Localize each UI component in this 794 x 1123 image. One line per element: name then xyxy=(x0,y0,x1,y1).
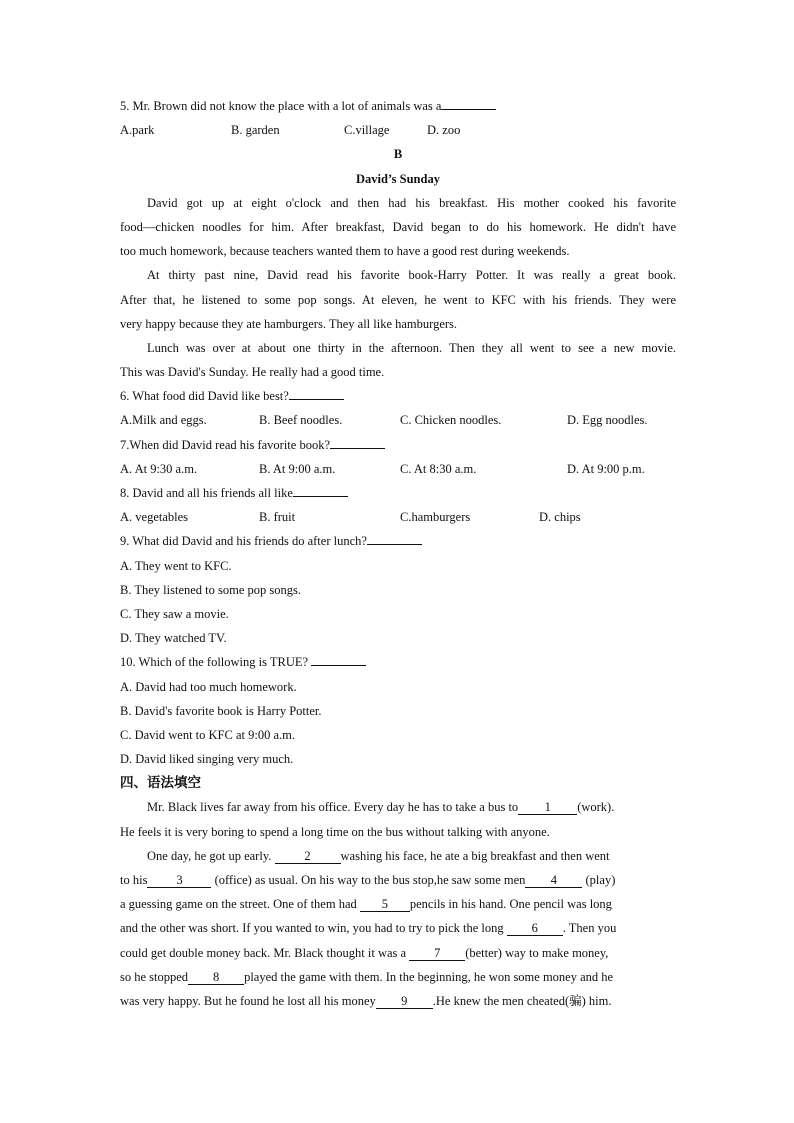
q5-options xyxy=(120,118,676,142)
q10-option-c: C. David went to KFC at 9:00 a.m. xyxy=(120,727,295,742)
cloze-blank-1: 1 xyxy=(518,800,577,815)
passage-title: David’s Sunday xyxy=(356,171,440,186)
cloze-blank-4: 4 xyxy=(525,873,582,888)
q8-options xyxy=(120,505,676,529)
q5-option-d: D. zoo xyxy=(427,123,461,138)
q6-option-d: D. Egg noodles. xyxy=(567,413,648,428)
cloze-line: was very happy. But he found he lost all his money 9 .He knew the men cheated(骗) him. xyxy=(120,993,612,1008)
q7-option-d: D. At 9:00 p.m. xyxy=(567,461,645,476)
cloze-line: One day, he got up early. 2 washing his face, he ate a big breakfast and then went xyxy=(147,848,610,863)
passage-line: food—chicken noodles for him. After breakfast, David began to do his homework. He didn't have xyxy=(120,219,676,234)
worksheet-page xyxy=(120,94,676,1013)
q9-option-d: D. They watched TV. xyxy=(120,631,227,646)
q6-option-b: B. Beef noodles. xyxy=(259,413,343,428)
q8-option-b: B. fruit xyxy=(259,510,296,525)
q7-stem: 7.When did David read his favorite book? xyxy=(120,433,676,457)
q7-answer-blank xyxy=(330,434,385,449)
q10-stem: 10. Which of the following is TRUE? xyxy=(120,650,676,674)
passage-line: too much homework, because teachers wanted them to have a good rest during weekends. xyxy=(120,244,570,259)
cloze-blank-3: 3 xyxy=(147,873,211,888)
q5-answer-blank xyxy=(441,95,496,110)
q9-answer-blank xyxy=(367,530,422,545)
cloze-line: to his 3 (office) as usual. On his way to the bus stop,he saw some men 4 (play) xyxy=(120,873,616,887)
q6-option-c: C. Chicken noodles. xyxy=(400,413,502,428)
q8-option-a: A. vegetables xyxy=(120,510,189,525)
cloze-blank-5: 5 xyxy=(360,897,410,912)
q6-options xyxy=(120,408,676,432)
passage-letter: B xyxy=(393,147,403,162)
q5-option-c: C.village xyxy=(344,123,390,138)
passage-line: After that, he listened to some pop songs. At eleven, he went to KFC with his friends. They were xyxy=(120,292,676,307)
q8-stem: 8. David and all his friends all like xyxy=(120,481,676,505)
passage-line: At thirty past nine, David read his favorite book-Harry Potter. It was really a great book. xyxy=(147,268,676,283)
passage-line: Lunch was over at about one thirty in the afternoon. Then they all went to see a new movie. xyxy=(147,340,676,355)
q5-option-a: A.park xyxy=(120,123,155,138)
q8-option-c: C.hamburgers xyxy=(400,510,471,525)
q9-stem: 9. What did David and his friends do after lunch? xyxy=(120,529,676,553)
cloze-line: and the other was short. If you wanted to win, you had to try to pick the long 6 . Then you xyxy=(120,921,617,936)
cloze-blank-6: 6 xyxy=(507,921,563,936)
q9-option-a: A. They went to KFC. xyxy=(120,558,232,573)
cloze-blank-9: 9 xyxy=(376,994,433,1009)
q6-answer-blank xyxy=(289,385,344,400)
cloze-blank-8: 8 xyxy=(188,970,244,985)
q10-option-b: B. David's favorite book is Harry Potter. xyxy=(120,703,322,718)
passage-line: This was David's Sunday. He really had a good time. xyxy=(120,365,385,380)
q5-stem: 5. Mr. Brown did not know the place with a lot of animals was a xyxy=(120,94,676,118)
cloze-blank-7: 7 xyxy=(409,946,465,961)
passage-line: very happy because they ate hamburgers. They all like hamburgers. xyxy=(120,316,458,331)
cloze-line: Mr. Black lives far away from his office. Every day he has to take a bus to 1 (work). xyxy=(147,800,615,815)
q8-option-d: D. chips xyxy=(539,510,581,525)
q10-answer-blank xyxy=(311,651,366,666)
section-heading: 四、语法填空 xyxy=(120,775,201,792)
cloze-line: He feels it is very boring to spend a long time on the bus without talking with anyone. xyxy=(120,824,550,839)
q10-option-d: D. David liked singing very much. xyxy=(120,752,294,767)
q7-option-c: C. At 8:30 a.m. xyxy=(400,461,477,476)
cloze-line: could get double money back. Mr. Black thought it was a 7 (better) way to make money, xyxy=(120,945,609,960)
q7-option-b: B. At 9:00 a.m. xyxy=(259,461,336,476)
q10-option-a: A. David had too much homework. xyxy=(120,679,297,694)
cloze-line: a guessing game on the street. One of them had 5 pencils in his hand. One pencil was long xyxy=(120,897,612,912)
q5-option-b: B. garden xyxy=(231,123,280,138)
q9-option-c: C. They saw a movie. xyxy=(120,606,229,621)
q8-answer-blank xyxy=(293,482,348,497)
q7-options xyxy=(120,457,676,481)
cloze-line: so he stopped 8 played the game with them. In the beginning, he won some money and he xyxy=(120,969,614,984)
q7-option-a: A. At 9:30 a.m. xyxy=(120,461,198,476)
cloze-blank-2: 2 xyxy=(275,849,341,864)
q6-option-a: A.Milk and eggs. xyxy=(120,413,207,428)
q9-option-b: B. They listened to some pop songs. xyxy=(120,582,302,597)
q6-stem: 6. What food did David like best? xyxy=(120,384,676,408)
passage-line: David got up at eight o'clock and then had his breakfast. His mother cooked his favorite xyxy=(147,195,676,210)
